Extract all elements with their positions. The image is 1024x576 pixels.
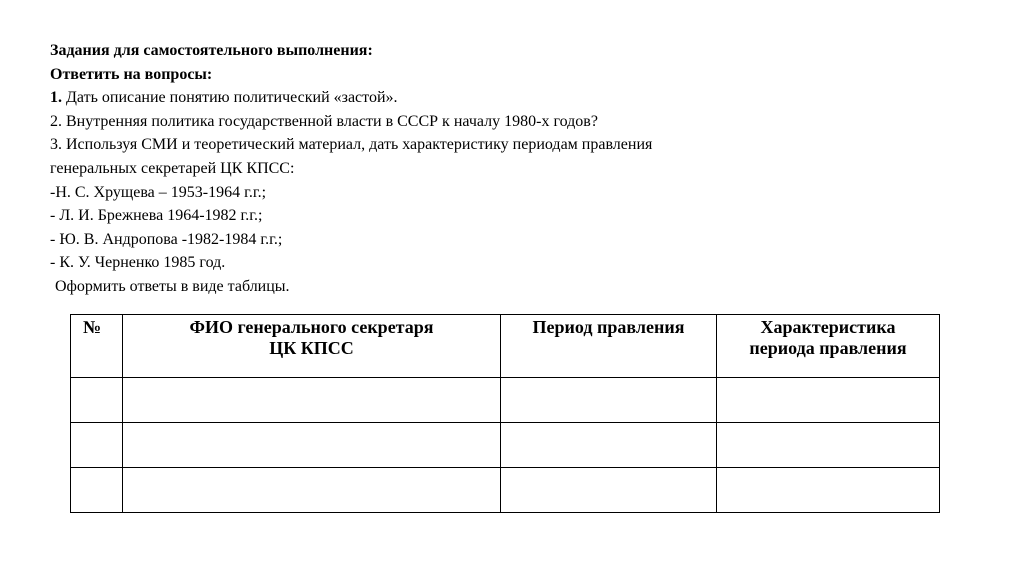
header-characteristic-line-2: периода правления [749, 338, 907, 358]
header-number [71, 315, 123, 378]
question-3-line-1: 3. Используя СМИ и теоретический материал, дать характеристику периодам правления [50, 136, 653, 154]
assignment-subheading: Ответить на вопросы: [50, 65, 213, 83]
header-number-label: № [83, 317, 102, 337]
table-cell[interactable] [717, 378, 940, 423]
answer-table [70, 314, 940, 513]
question-3-line-2: генеральных секретарей ЦК КПСС: [50, 159, 295, 177]
header-name-line-2: ЦК КПСС [269, 338, 354, 358]
leader-item-khrushchev: -Н. С. Хрущева – 1953-1964 г.г.; [50, 183, 267, 201]
table-cell[interactable] [717, 468, 940, 513]
table-cell[interactable] [71, 468, 123, 513]
assignment-heading: Задания для самостоятельного выполнения: [50, 42, 373, 59]
table-cell[interactable] [717, 423, 940, 468]
table-cell[interactable] [501, 423, 717, 468]
table-cell[interactable] [501, 468, 717, 513]
leader-item-brezhnev: - Л. И. Брежнева 1964-1982 г.г.; [50, 207, 263, 225]
header-period-label: Период правления [532, 317, 685, 337]
table-cell[interactable] [71, 378, 123, 423]
assignment-text [50, 39, 950, 299]
question-2: 2. Внутренняя политика государственной власти в СССР к началу 1980-х годов? [50, 112, 598, 130]
header-characteristic-line-1: Характеристика [760, 317, 896, 337]
table-cell[interactable] [123, 423, 501, 468]
table-cell[interactable] [501, 378, 717, 423]
table-row [71, 423, 940, 468]
header-characteristic [717, 315, 940, 378]
table-header-row [71, 315, 940, 378]
question-1-number: 1. [50, 89, 62, 107]
question-1-text: Дать описание понятию политический «застой». [62, 89, 398, 107]
header-period [501, 315, 717, 378]
leader-item-chernenko: - К. У. Черненко 1985 год. [50, 254, 226, 272]
table-cell[interactable] [123, 378, 501, 423]
header-name [123, 315, 501, 378]
table-row [71, 378, 940, 423]
table-cell[interactable] [123, 468, 501, 513]
instruction-text: Оформить ответы в виде таблицы. [55, 277, 290, 295]
header-name-line-1: ФИО генерального секретаря [189, 317, 434, 337]
question-1 [50, 86, 950, 110]
leader-item-andropov: - Ю. В. Андропова -1982-1984 г.г.; [50, 230, 283, 248]
table-cell[interactable] [71, 423, 123, 468]
table-row [71, 468, 940, 513]
